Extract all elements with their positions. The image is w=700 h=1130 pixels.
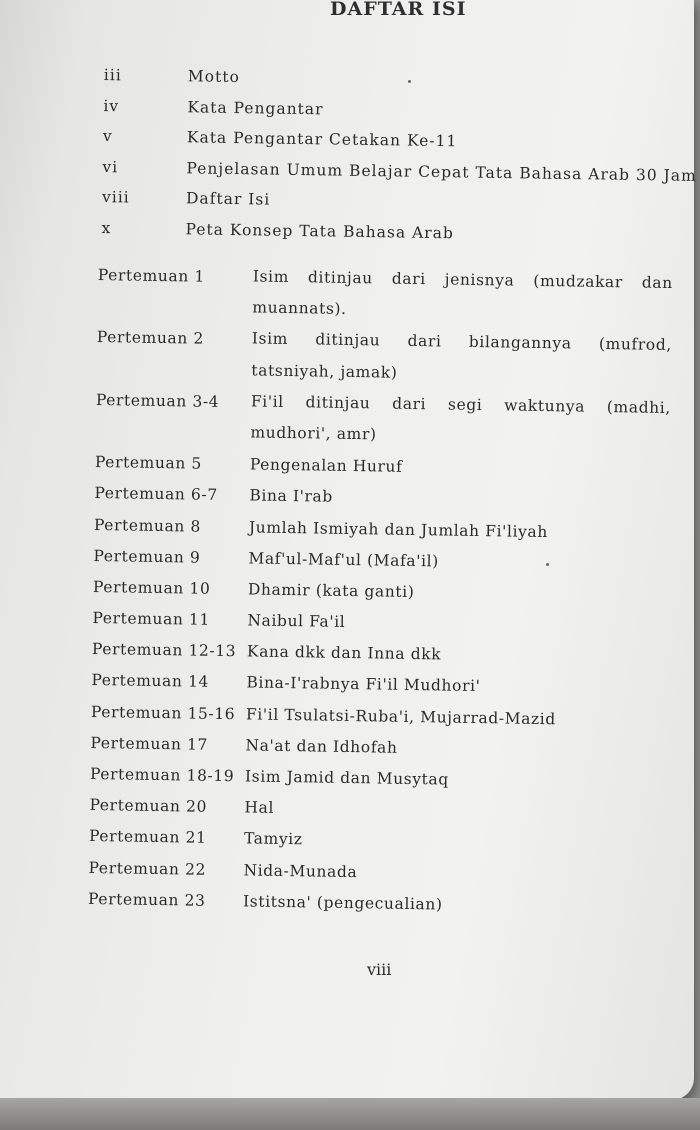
- meeting-label: Pertemuan 10: [92, 577, 211, 598]
- meeting-topic: Na'at dan Idhofah: [245, 736, 398, 757]
- page-title: DAFTAR ISI: [330, 0, 467, 20]
- front-matter-page-number: iii: [103, 66, 122, 85]
- meeting-topic: Hal: [244, 798, 275, 818]
- meetings-list: [88, 266, 678, 930]
- meeting-label: Pertemuan 18-19: [89, 764, 235, 786]
- meeting-label: Pertemuan 9: [93, 546, 201, 567]
- meeting-topic: Dhamir (kata ganti): [247, 580, 415, 601]
- meeting-label: Pertemuan 15-16: [90, 702, 236, 723]
- front-matter-title: Kata Pengantar Cetakan Ke-11: [186, 128, 458, 151]
- meeting-topic: Kana dkk dan Inna dkk: [246, 642, 442, 664]
- meeting-label: Pertemuan 1: [97, 266, 206, 286]
- meeting-topic: Fi'il Tsulatsi-Ruba'i, Mujarrad-Mazid: [245, 705, 556, 728]
- front-matter-title: Motto: [187, 67, 240, 87]
- meeting-label: Pertemuan 20: [89, 796, 208, 817]
- front-matter-page-number: vi: [102, 157, 119, 177]
- front-matter-title: Daftar Isi: [185, 189, 271, 209]
- meeting-label: Pertemuan 8: [93, 515, 202, 536]
- meeting-label: Pertemuan 3-4: [95, 390, 220, 411]
- page-number: viii: [367, 960, 392, 979]
- meeting-label: Pertemuan 23: [87, 889, 206, 910]
- meeting-topic: Jumlah Ismiyah dan Jumlah Fi'liyah: [248, 517, 549, 541]
- meeting-topic: Naibul Fa'il: [247, 611, 346, 632]
- front-matter-page-number: v: [102, 127, 113, 146]
- meeting-label: Pertemuan 22: [88, 858, 207, 879]
- meeting-label: Pertemuan 5: [94, 453, 203, 473]
- meeting-topic: Istitsna' (pengecualian): [242, 892, 443, 914]
- meeting-topic: Pengenalan Huruf: [249, 455, 403, 476]
- meeting-label: Pertemuan 21: [88, 827, 207, 848]
- meeting-topic: Bina I'rab: [249, 486, 334, 507]
- print-speck: [408, 80, 411, 83]
- meeting-topic: Isim Jamid dan Musytaq: [244, 767, 449, 789]
- front-matter-title: Peta Konsep Tata Bahasa Arab: [185, 220, 454, 243]
- front-matter-page-number: viii: [101, 188, 130, 207]
- meeting-topic: Isim ditinjau dari jenisnya (mudzakar dan muannats).: [252, 267, 673, 319]
- meeting-topic: Bina-I'rabnya Fi'il Mudhori': [246, 673, 481, 696]
- front-matter-page-number: iv: [103, 96, 120, 115]
- meeting-label: Pertemuan 17: [90, 733, 209, 754]
- meeting-label: Pertemuan 14: [91, 671, 210, 692]
- front-matter-title: Kata Pengantar: [187, 97, 324, 118]
- meeting-label: Pertemuan 6-7: [94, 484, 218, 505]
- front-matter-list: [97, 66, 697, 258]
- front-matter-page-number: x: [101, 219, 112, 238]
- meeting-topic: Maf'ul-Maf'ul (Mafa'il): [248, 549, 439, 571]
- meeting-topic: Isim ditinjau dari bilangannya (mufrod, tatsniyah, jamak): [251, 329, 672, 382]
- front-matter-title: Penjelasan Umum Belajar Cepat Tata Bahasa Arab 30 Jam: [186, 159, 697, 185]
- meeting-item: [95, 391, 676, 462]
- meeting-label: Pertemuan 11: [92, 609, 211, 629]
- meeting-label: Pertemuan 2: [96, 328, 205, 349]
- meeting-topic: Nida-Munada: [243, 860, 358, 881]
- meeting-topic: Tamyiz: [243, 829, 303, 849]
- print-speck: [546, 563, 549, 566]
- meeting-topic: Fi'il ditinjau dari segi waktunya (madhi, mudhori', amr): [250, 392, 671, 444]
- page-shadow: [0, 1098, 700, 1130]
- meeting-label: Pertemuan 12-13: [91, 640, 237, 661]
